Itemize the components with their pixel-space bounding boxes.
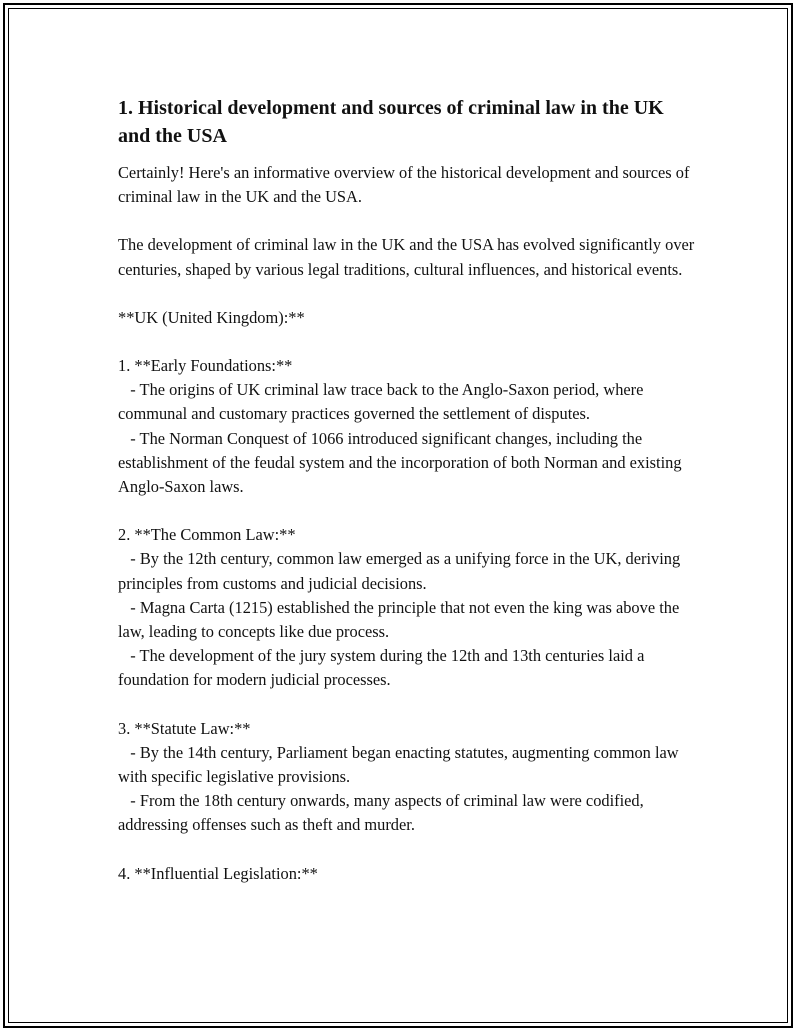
section-heading-uk: **UK (United Kingdom):** bbox=[118, 307, 305, 327]
list-item-statute-law: 3. **Statute Law:** - By the 14th century, Parliament began enacting statutes, augmenting common law with specific legislative provisions. - From the 18th century onwards, many aspects of criminal law were codified, addressing offenses such as theft and murder. bbox=[118, 718, 679, 835]
list-item-common-law: 2. **The Common Law:** - By the 12th century, common law emerged as a unifying force in the UK, deriving principles from customs and judicial decisions. - Magna Carta (1215) established the principle that not even the king was above the law, leading to concepts like due process. - The development of the jury system during the 12th and 13th centuries laid a foundation for modern judicial processes. bbox=[118, 525, 681, 690]
intro-paragraph: Certainly! Here's an informative overview of the historical development and sources of criminal law in the UK and the USA. bbox=[118, 163, 694, 207]
overview-paragraph: The development of criminal law in the UK and the USA has evolved significantly over centuries, shaped by various legal traditions, cultural influences, and historical events. bbox=[118, 235, 699, 279]
list-item-influential-legislation: 4. **Influential Legislation:** bbox=[118, 863, 318, 883]
paragraph-gap bbox=[118, 838, 698, 862]
paragraph-gap bbox=[118, 330, 698, 354]
list-item-early-foundations: 1. **Early Foundations:** - The origins of UK criminal law trace back to the Anglo-Saxon period, where communal and customary practices governed the settlement of disputes. - The Norman Conquest of 1066 introduced significant changes, including the establishment of the feudal system and the incorporation of both Norman and existing Anglo-Saxon laws. bbox=[118, 356, 682, 497]
paragraph-gap bbox=[118, 282, 698, 306]
paragraph-gap bbox=[118, 499, 698, 523]
paragraph-gap bbox=[118, 693, 698, 717]
document-body bbox=[118, 94, 698, 886]
document-title: 1. Historical development and sources of criminal law in the UK and the USA bbox=[118, 97, 664, 147]
paragraph-gap bbox=[118, 209, 698, 233]
